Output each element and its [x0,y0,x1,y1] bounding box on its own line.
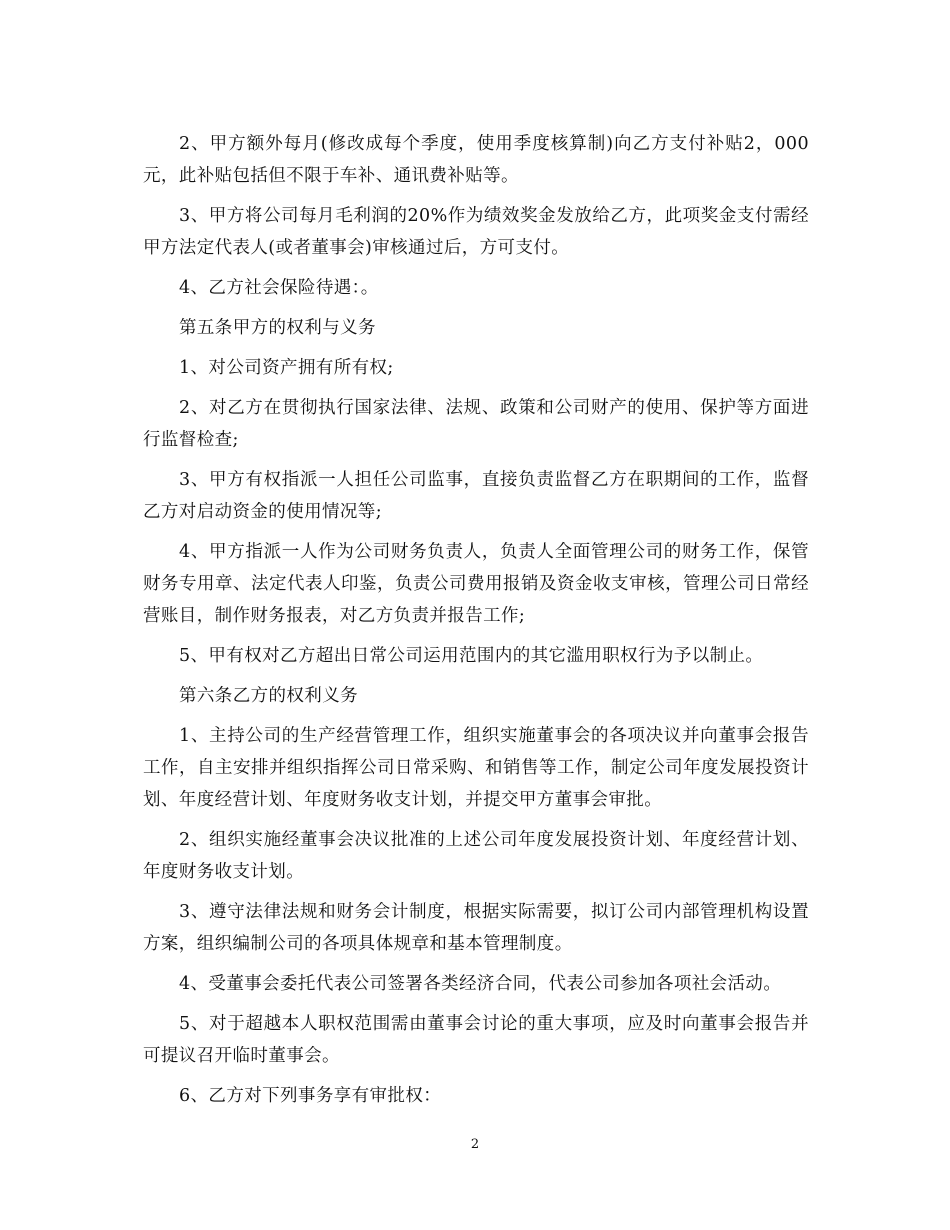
document-body [143,128,809,1120]
article-6-item-1: 1、主持公司的生产经营管理工作，组织实施董事会的各项决议并向董事会报告工作，自主安排并组织指挥公司日常采购、和销售等工作，制定公司年度发展投资计划、年度经营计划、年度财务收支计划，并提交甲方董事会审批。 [143,726,809,810]
article-5-item-2: 2、对乙方在贯彻执行国家法律、法规、政策和公司财产的使用、保护等方面进行监督检查; [143,398,809,450]
article-5-item-4: 4、甲方指派一人作为公司财务负责人，负责人全面管理公司的财务工作，保管财务专用章、法定代表人印鉴，负责公司费用报销及资金收支审核，管理公司日常经营账目，制作财务报表，对乙方负责并报告工作; [143,542,809,626]
clause-4-item-4: 4、乙方社会保险待遇：。 [179,278,379,298]
article-6-item-3: 3、遵守法律法规和财务会计制度，根据实际需要，拟订公司内部管理机构设置方案，组织编制公司的各项具体规章和基本管理制度。 [143,902,809,954]
article-5-item-3: 3、甲方有权指派一人担任公司监事，直接负责监督乙方在职期间的工作，监督乙方对启动资金的使用情况等; [143,470,809,522]
article-6-heading: 第六条乙方的权利义务 [179,686,358,706]
article-6-item-2: 2、组织实施经董事会决议批准的上述公司年度发展投资计划、年度经营计划、年度财务收支计划。 [143,830,809,882]
clause-4-item-3: 3、甲方将公司每月毛利润的20%作为绩效奖金发放给乙方，此项奖金支付需经甲方法定代表人(或者董事会)审核通过后，方可支付。 [143,206,809,258]
article-5-heading: 第五条甲方的权利与义务 [179,318,376,338]
article-5-item-1: 1、对公司资产拥有所有权; [179,358,394,378]
article-6-item-6: 6、乙方对下列事务享有审批权： [179,1086,442,1106]
article-5-item-5: 5、甲有权对乙方超出日常公司运用范围内的其它滥用职权行为予以制止。 [179,646,764,666]
page-number: 2 [470,1137,480,1152]
clause-4-item-2: 2、甲方额外每月(修改成每个季度，使用季度核算制)向乙方支付补贴2，000元，此补贴包括但不限于车补、通讯费补贴等。 [143,134,809,186]
article-6-item-4: 4、受董事会委托代表公司签署各类经济合同，代表公司参加各项社会活动。 [179,974,782,994]
article-6-item-5: 5、对于超越本人职权范围需由董事会讨论的重大事项，应及时向董事会报告并可提议召开临时董事会。 [143,1014,809,1066]
